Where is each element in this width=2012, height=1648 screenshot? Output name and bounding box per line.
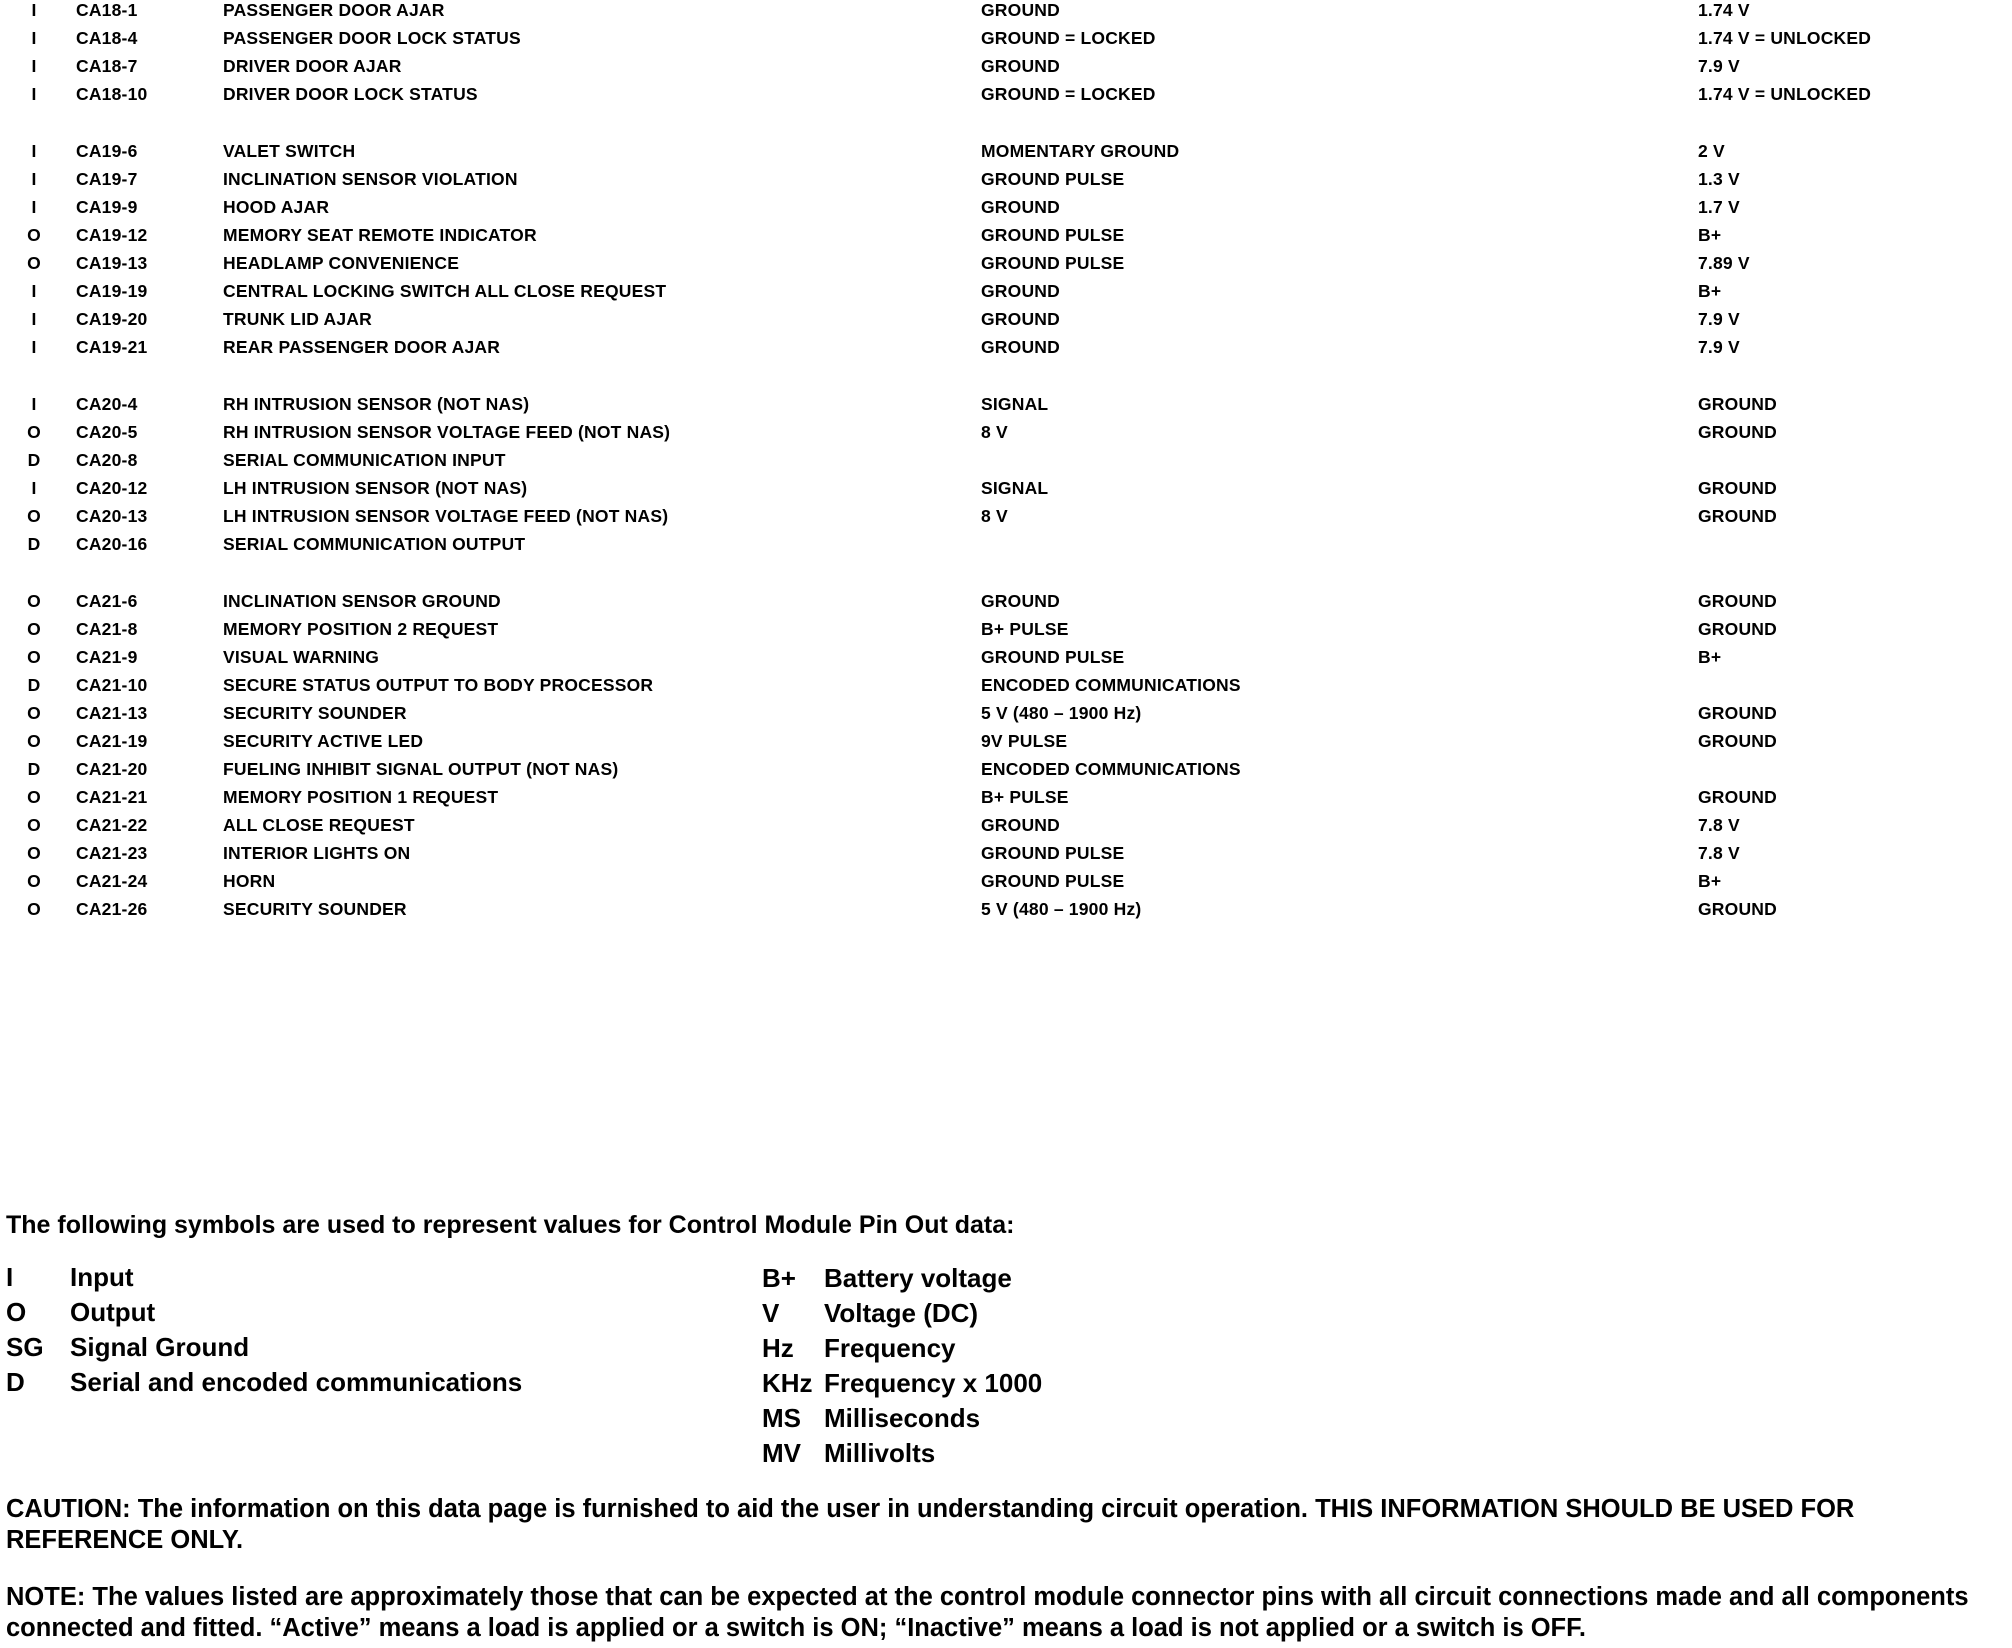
pin-inactive-value: 1.74 V = UNLOCKED [1698, 84, 1872, 104]
pin-active-value: 9V PULSE [981, 731, 1068, 751]
note-paragraph: NOTE: The values listed are approximately those that can be expected at the control module connector pins with all circuit connections made and all components connected and fitted. “Active” means a load is applied or a switch is ON; “Inactive” means a load is not applied or a switch is OFF. [6, 1583, 1969, 1642]
pin-active-value: 5 V (480 – 1900 Hz) [981, 899, 1142, 919]
pin-active-value: GROUND = LOCKED [981, 84, 1156, 104]
legend-text: Voltage (DC) [824, 1298, 979, 1328]
pin-direction: I [31, 84, 37, 104]
legend-text: Input [70, 1262, 134, 1292]
pin-id: CA19-6 [76, 141, 138, 161]
pin-inactive-value: GROUND [1698, 422, 1777, 442]
legend-text: Output [70, 1297, 156, 1327]
pin-active-value: MOMENTARY GROUND [981, 141, 1180, 161]
pinout-row [0, 197, 2012, 225]
pinout-row [0, 647, 2012, 675]
pin-active-value: GROUND PULSE [981, 647, 1125, 667]
pin-direction: O [27, 647, 41, 667]
pin-active-value: 8 V [981, 506, 1008, 526]
pin-id: CA21-8 [76, 619, 138, 639]
pin-description: REAR PASSENGER DOOR AJAR [223, 337, 501, 357]
pin-active-value: GROUND [981, 281, 1060, 301]
pin-active-value: 8 V [981, 422, 1008, 442]
pin-description: RH INTRUSION SENSOR (NOT NAS) [223, 394, 530, 414]
caution-paragraph: CAUTION: The information on this data page is furnished to aid the user in understanding circuit operation. THIS INFORMATION SHOULD BE USED FOR REFERENCE ONLY. [6, 1495, 1855, 1554]
pin-direction: I [31, 281, 37, 301]
legend-text: Millivolts [824, 1438, 936, 1468]
pin-description: SERIAL COMMUNICATION OUTPUT [223, 534, 526, 554]
legend-symbol: V [762, 1298, 780, 1328]
pin-active-value: 5 V (480 – 1900 Hz) [981, 703, 1142, 723]
pin-id: CA20-16 [76, 534, 148, 554]
pin-inactive-value: GROUND [1698, 731, 1777, 751]
pin-inactive-value: GROUND [1698, 478, 1777, 498]
pin-direction: I [31, 169, 37, 189]
pin-direction: I [31, 0, 37, 20]
pin-description: FUELING INHIBIT SIGNAL OUTPUT (NOT NAS) [223, 759, 619, 779]
pin-inactive-value: 7.8 V [1698, 843, 1740, 863]
pin-inactive-value: 1.74 V = UNLOCKED [1698, 28, 1872, 48]
pin-direction: O [27, 871, 41, 891]
pin-description: SECURE STATUS OUTPUT TO BODY PROCESSOR [223, 675, 654, 695]
pin-id: CA20-4 [76, 394, 138, 414]
legend-text: Frequency [824, 1333, 956, 1363]
pin-active-value: GROUND PULSE [981, 253, 1125, 273]
pin-id: CA19-13 [76, 253, 148, 273]
pin-direction: O [27, 506, 41, 526]
pin-active-value: GROUND [981, 197, 1060, 217]
pin-id: CA21-24 [76, 871, 148, 891]
pinout-row [0, 506, 2012, 534]
pin-description: SECURITY SOUNDER [223, 703, 407, 723]
pin-inactive-value: 7.89 V [1698, 253, 1750, 273]
legend-symbol: D [6, 1367, 25, 1397]
pin-inactive-value: GROUND [1698, 506, 1777, 526]
pin-id: CA18-1 [76, 0, 138, 20]
pin-id: CA18-4 [76, 28, 138, 48]
pin-direction: D [27, 759, 41, 779]
pin-inactive-value: GROUND [1698, 619, 1777, 639]
pinout-row [0, 56, 2012, 84]
pin-description: RH INTRUSION SENSOR VOLTAGE FEED (NOT NAS) [223, 422, 671, 442]
pin-description: INCLINATION SENSOR VIOLATION [223, 169, 518, 189]
pin-description: SECURITY ACTIVE LED [223, 731, 424, 751]
pinout-row [0, 141, 2012, 169]
pin-description: ALL CLOSE REQUEST [223, 815, 415, 835]
pin-active-value: GROUND [981, 815, 1060, 835]
pin-description: INCLINATION SENSOR GROUND [223, 591, 501, 611]
pin-active-value: SIGNAL [981, 394, 1049, 414]
pin-id: CA21-23 [76, 843, 148, 863]
pin-inactive-value: 7.9 V [1698, 309, 1740, 329]
pin-id: CA21-21 [76, 787, 148, 807]
pin-id: CA21-6 [76, 591, 138, 611]
pin-id: CA19-12 [76, 225, 148, 245]
pin-direction: O [27, 253, 41, 273]
legend-text: Frequency x 1000 [824, 1368, 1043, 1398]
pin-description: SECURITY SOUNDER [223, 899, 407, 919]
pin-inactive-value: B+ [1698, 871, 1722, 891]
legend-symbol: Hz [762, 1333, 794, 1363]
pin-id: CA21-20 [76, 759, 148, 779]
pinout-row [0, 675, 2012, 703]
pin-id: CA20-12 [76, 478, 148, 498]
pin-description: VISUAL WARNING [223, 647, 380, 667]
pin-description: PASSENGER DOOR AJAR [223, 0, 445, 20]
pin-description: MEMORY POSITION 1 REQUEST [223, 787, 499, 807]
pin-id: CA21-22 [76, 815, 148, 835]
pin-inactive-value: 1.3 V [1698, 169, 1740, 189]
legend-symbol: KHz [762, 1368, 813, 1398]
pinout-row [0, 337, 2012, 365]
pin-active-value: GROUND PULSE [981, 871, 1125, 891]
pin-inactive-value: 1.74 V [1698, 0, 1750, 20]
pin-direction: O [27, 422, 41, 442]
pin-inactive-value: GROUND [1698, 899, 1777, 919]
pin-active-value: GROUND PULSE [981, 169, 1125, 189]
pin-id: CA18-10 [76, 84, 148, 104]
legend-text: Serial and encoded communications [70, 1367, 523, 1397]
pinout-row [0, 899, 2012, 927]
pinout-row [0, 169, 2012, 197]
pin-inactive-value: 7.9 V [1698, 337, 1740, 357]
pin-active-value: GROUND PULSE [981, 225, 1125, 245]
pin-direction: D [27, 534, 41, 554]
pin-direction: O [27, 225, 41, 245]
pinout-row [0, 253, 2012, 281]
pin-id: CA19-9 [76, 197, 138, 217]
pinout-row [0, 843, 2012, 871]
pin-direction: O [27, 591, 41, 611]
pin-direction: O [27, 787, 41, 807]
pin-description: HOOD AJAR [223, 197, 330, 217]
legend-heading: The following symbols are used to represent values for Control Module Pin Out data: [6, 1211, 1015, 1239]
pinout-row [0, 871, 2012, 899]
pin-id: CA21-19 [76, 731, 148, 751]
pinout-row [0, 0, 2012, 28]
pin-inactive-value: GROUND [1698, 703, 1777, 723]
pinout-row [0, 787, 2012, 815]
pin-active-value: GROUND [981, 591, 1060, 611]
pinout-row [0, 815, 2012, 843]
pin-direction: O [27, 843, 41, 863]
legend-symbol: I [6, 1262, 14, 1292]
pin-direction: I [31, 56, 37, 76]
pin-inactive-value: B+ [1698, 225, 1722, 245]
pin-inactive-value: 1.7 V [1698, 197, 1740, 217]
pin-description: CENTRAL LOCKING SWITCH ALL CLOSE REQUEST [223, 281, 667, 301]
pin-direction: I [31, 141, 37, 161]
pin-active-value: ENCODED COMMUNICATIONS [981, 759, 1241, 779]
pin-description: DRIVER DOOR LOCK STATUS [223, 84, 478, 104]
pin-inactive-value: 2 V [1698, 141, 1725, 161]
pin-active-value: GROUND [981, 309, 1060, 329]
pin-description: PASSENGER DOOR LOCK STATUS [223, 28, 521, 48]
pinout-row [0, 225, 2012, 253]
pin-direction: I [31, 197, 37, 217]
pin-id: CA21-13 [76, 703, 148, 723]
pin-inactive-value: GROUND [1698, 394, 1777, 414]
pin-description: TRUNK LID AJAR [223, 309, 372, 329]
pin-description: SERIAL COMMUNICATION INPUT [223, 450, 506, 470]
pin-id: CA21-9 [76, 647, 138, 667]
pin-direction: O [27, 815, 41, 835]
pinout-row [0, 28, 2012, 56]
pin-active-value: B+ PULSE [981, 619, 1069, 639]
pin-direction: D [27, 675, 41, 695]
pinout-row [0, 619, 2012, 647]
pin-active-value: GROUND PULSE [981, 843, 1125, 863]
pin-direction: I [31, 394, 37, 414]
pin-active-value: SIGNAL [981, 478, 1049, 498]
pin-id: CA19-20 [76, 309, 148, 329]
pin-inactive-value: 7.9 V [1698, 56, 1740, 76]
pin-description: VALET SWITCH [223, 141, 356, 161]
pin-direction: I [31, 478, 37, 498]
legend-text: Signal Ground [70, 1332, 250, 1362]
pinout-row [0, 478, 2012, 506]
pinout-row [0, 394, 2012, 422]
pinout-row [0, 591, 2012, 619]
pin-direction: I [31, 309, 37, 329]
pin-active-value: GROUND [981, 0, 1060, 20]
pin-description: LH INTRUSION SENSOR VOLTAGE FEED (NOT NAS) [223, 506, 669, 526]
pin-direction: O [27, 899, 41, 919]
pinout-row [0, 759, 2012, 787]
pin-active-value: GROUND [981, 337, 1060, 357]
pin-active-value: B+ PULSE [981, 787, 1069, 807]
pin-description: LH INTRUSION SENSOR (NOT NAS) [223, 478, 528, 498]
pin-inactive-value: B+ [1698, 281, 1722, 301]
legend-text: Battery voltage [824, 1263, 1012, 1293]
pin-direction: I [31, 28, 37, 48]
pin-id: CA19-21 [76, 337, 148, 357]
pinout-row [0, 422, 2012, 450]
pin-id: CA20-13 [76, 506, 148, 526]
pin-direction: I [31, 337, 37, 357]
pin-description: MEMORY POSITION 2 REQUEST [223, 619, 499, 639]
pin-inactive-value: GROUND [1698, 591, 1777, 611]
pinout-row [0, 309, 2012, 337]
legend-symbol: SG [6, 1332, 44, 1362]
pin-inactive-value: GROUND [1698, 787, 1777, 807]
legend-symbol: B+ [762, 1263, 796, 1293]
pin-description: HEADLAMP CONVENIENCE [223, 253, 460, 273]
legend-symbol: O [6, 1297, 27, 1327]
pin-description: DRIVER DOOR AJAR [223, 56, 402, 76]
pin-id: CA20-5 [76, 422, 138, 442]
pin-id: CA18-7 [76, 56, 138, 76]
pin-description: MEMORY SEAT REMOTE INDICATOR [223, 225, 537, 245]
pin-id: CA19-7 [76, 169, 138, 189]
pin-id: CA21-26 [76, 899, 148, 919]
pin-direction: D [27, 450, 41, 470]
pinout-row [0, 703, 2012, 731]
pin-active-value: ENCODED COMMUNICATIONS [981, 675, 1241, 695]
pin-description: HORN [223, 871, 276, 891]
pinout-row [0, 534, 2012, 562]
pin-id: CA19-19 [76, 281, 148, 301]
pin-active-value: GROUND = LOCKED [981, 28, 1156, 48]
pinout-row [0, 450, 2012, 478]
pin-direction: O [27, 703, 41, 723]
pin-active-value: GROUND [981, 56, 1060, 76]
pin-inactive-value: B+ [1698, 647, 1722, 667]
pin-description: INTERIOR LIGHTS ON [223, 843, 411, 863]
legend-symbol: MS [762, 1403, 801, 1433]
pin-direction: O [27, 731, 41, 751]
pinout-row [0, 731, 2012, 759]
pinout-row [0, 84, 2012, 112]
pin-id: CA20-8 [76, 450, 138, 470]
pin-direction: O [27, 619, 41, 639]
pin-inactive-value: 7.8 V [1698, 815, 1740, 835]
legend-text: Milliseconds [824, 1403, 981, 1433]
pinout-row [0, 281, 2012, 309]
legend-symbol: MV [762, 1438, 801, 1468]
pin-id: CA21-10 [76, 675, 148, 695]
